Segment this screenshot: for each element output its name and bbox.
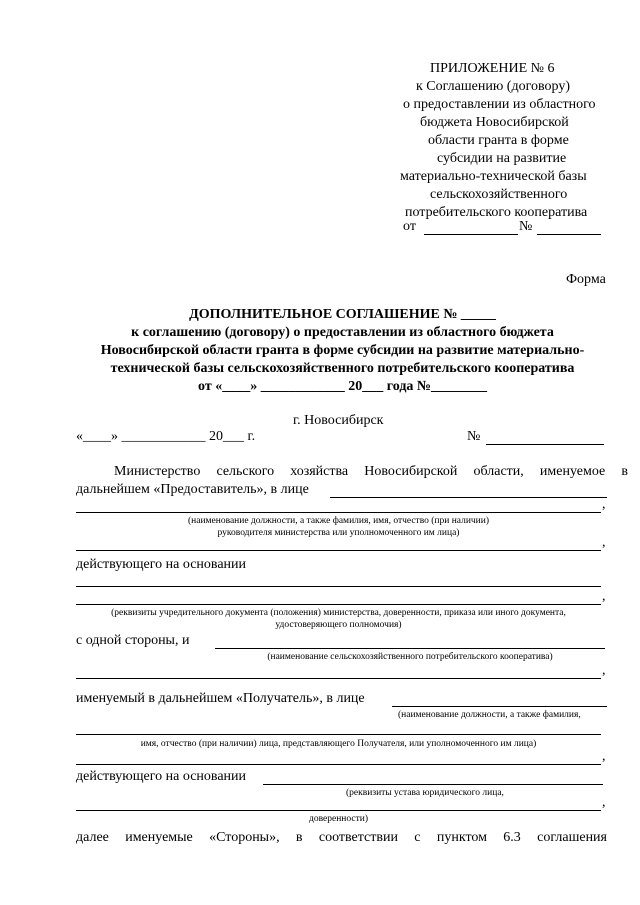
fill-line [76,734,601,735]
appendix-line: потребительского кооператива [405,205,588,220]
agreement-subtitle-line: к соглашению (договору) о предоставлении из областного бюджета [131,325,554,340]
agreement-number-label: № [467,429,481,444]
fill-line [76,764,601,765]
comma: , [602,749,606,764]
hint-recipient: имя, отчество (при наличии) лица, представляющего Получателя, или уполномоченного им лица) [140,739,537,749]
hint-official: (наименование должности, а также фамилия, имя, отчество (при наличии) [187,516,490,526]
closing-line: далее именуемые «Стороны», в соответствии с пунктом 6.3 соглашения [76,830,607,845]
agreement-number-line [486,444,604,445]
agreement-subtitle-line: технической базы сельскохозяйственного потребительского кооператива [110,361,575,376]
acting-basis-label: действующего на основании [76,769,247,784]
comma: , [602,795,606,810]
agreement-subtitle-line: Новосибирской области гранта в форме субсидии на развитие материально- [100,343,585,358]
appendix-line: о предоставлении из областного [403,97,596,112]
appendix-line: бюджета Новосибирской [420,115,569,130]
recipient-label: именуемый в дальнейшем «Получатель», в лице [76,691,365,706]
comma: , [602,663,606,678]
hint-recipient: (наименование должности, а также фамилия, [398,710,581,720]
cooperative-line [215,648,605,649]
appendix-line: материально-технической базы [400,169,587,184]
appendix-line: к Соглашению (договору) [416,79,570,94]
appendix-from-label: от [403,219,416,234]
hint-charter: (реквизиты устава юридического лица, [346,788,504,798]
place-label: г. Новосибирск [293,413,384,428]
appendix-date-line [424,234,518,235]
hint-documents: (реквизиты учредительного документа (положения) министерства, доверенности, приказа или иного документа, [111,608,566,618]
fill-line [76,678,601,679]
paragraph-line: Министерство сельского хозяйства Новосибирской области, именуемое в [114,464,628,479]
fill-line [76,604,601,605]
appendix-line: области гранта в форме [428,133,569,148]
provider-label: дальнейшем «Предоставитель», в лице [76,482,309,497]
fill-line [76,550,601,551]
hint-official: руководителя министерства или уполномоченного им лица) [217,528,460,538]
fill-line [76,512,601,513]
form-label: Форма [566,272,606,287]
appendix-line: субсидии на развитие [437,151,567,166]
hint-charter: доверенности) [309,814,368,824]
acting-basis-label: действующего на основании [76,557,247,572]
appendix-number-sign: № [519,219,533,234]
appendix-title: ПРИЛОЖЕНИЕ № 6 [430,61,555,76]
appendix-number-line [537,234,601,235]
recipient-representative-line [392,706,607,707]
fill-line [76,586,601,587]
one-side-label: с одной стороны, и [76,633,190,648]
comma: , [602,535,606,550]
charter-line [263,784,603,785]
representative-line [330,497,607,498]
appendix-line: сельскохозяйственного [430,187,568,202]
agreement-date-line: от «____» ____________ 20___ года №________ [198,379,487,394]
comma: , [602,589,606,604]
agreement-date: «____» ____________ 20___ г. [76,429,256,444]
agreement-title: ДОПОЛНИТЕЛЬНОЕ СОГЛАШЕНИЕ № _____ [189,307,496,322]
hint-cooperative: (наименование сельскохозяйственного потребительского кооператива) [267,652,553,662]
fill-line [76,810,601,811]
hint-documents: удостоверяющего полномочия) [275,620,402,630]
comma: , [602,497,606,512]
